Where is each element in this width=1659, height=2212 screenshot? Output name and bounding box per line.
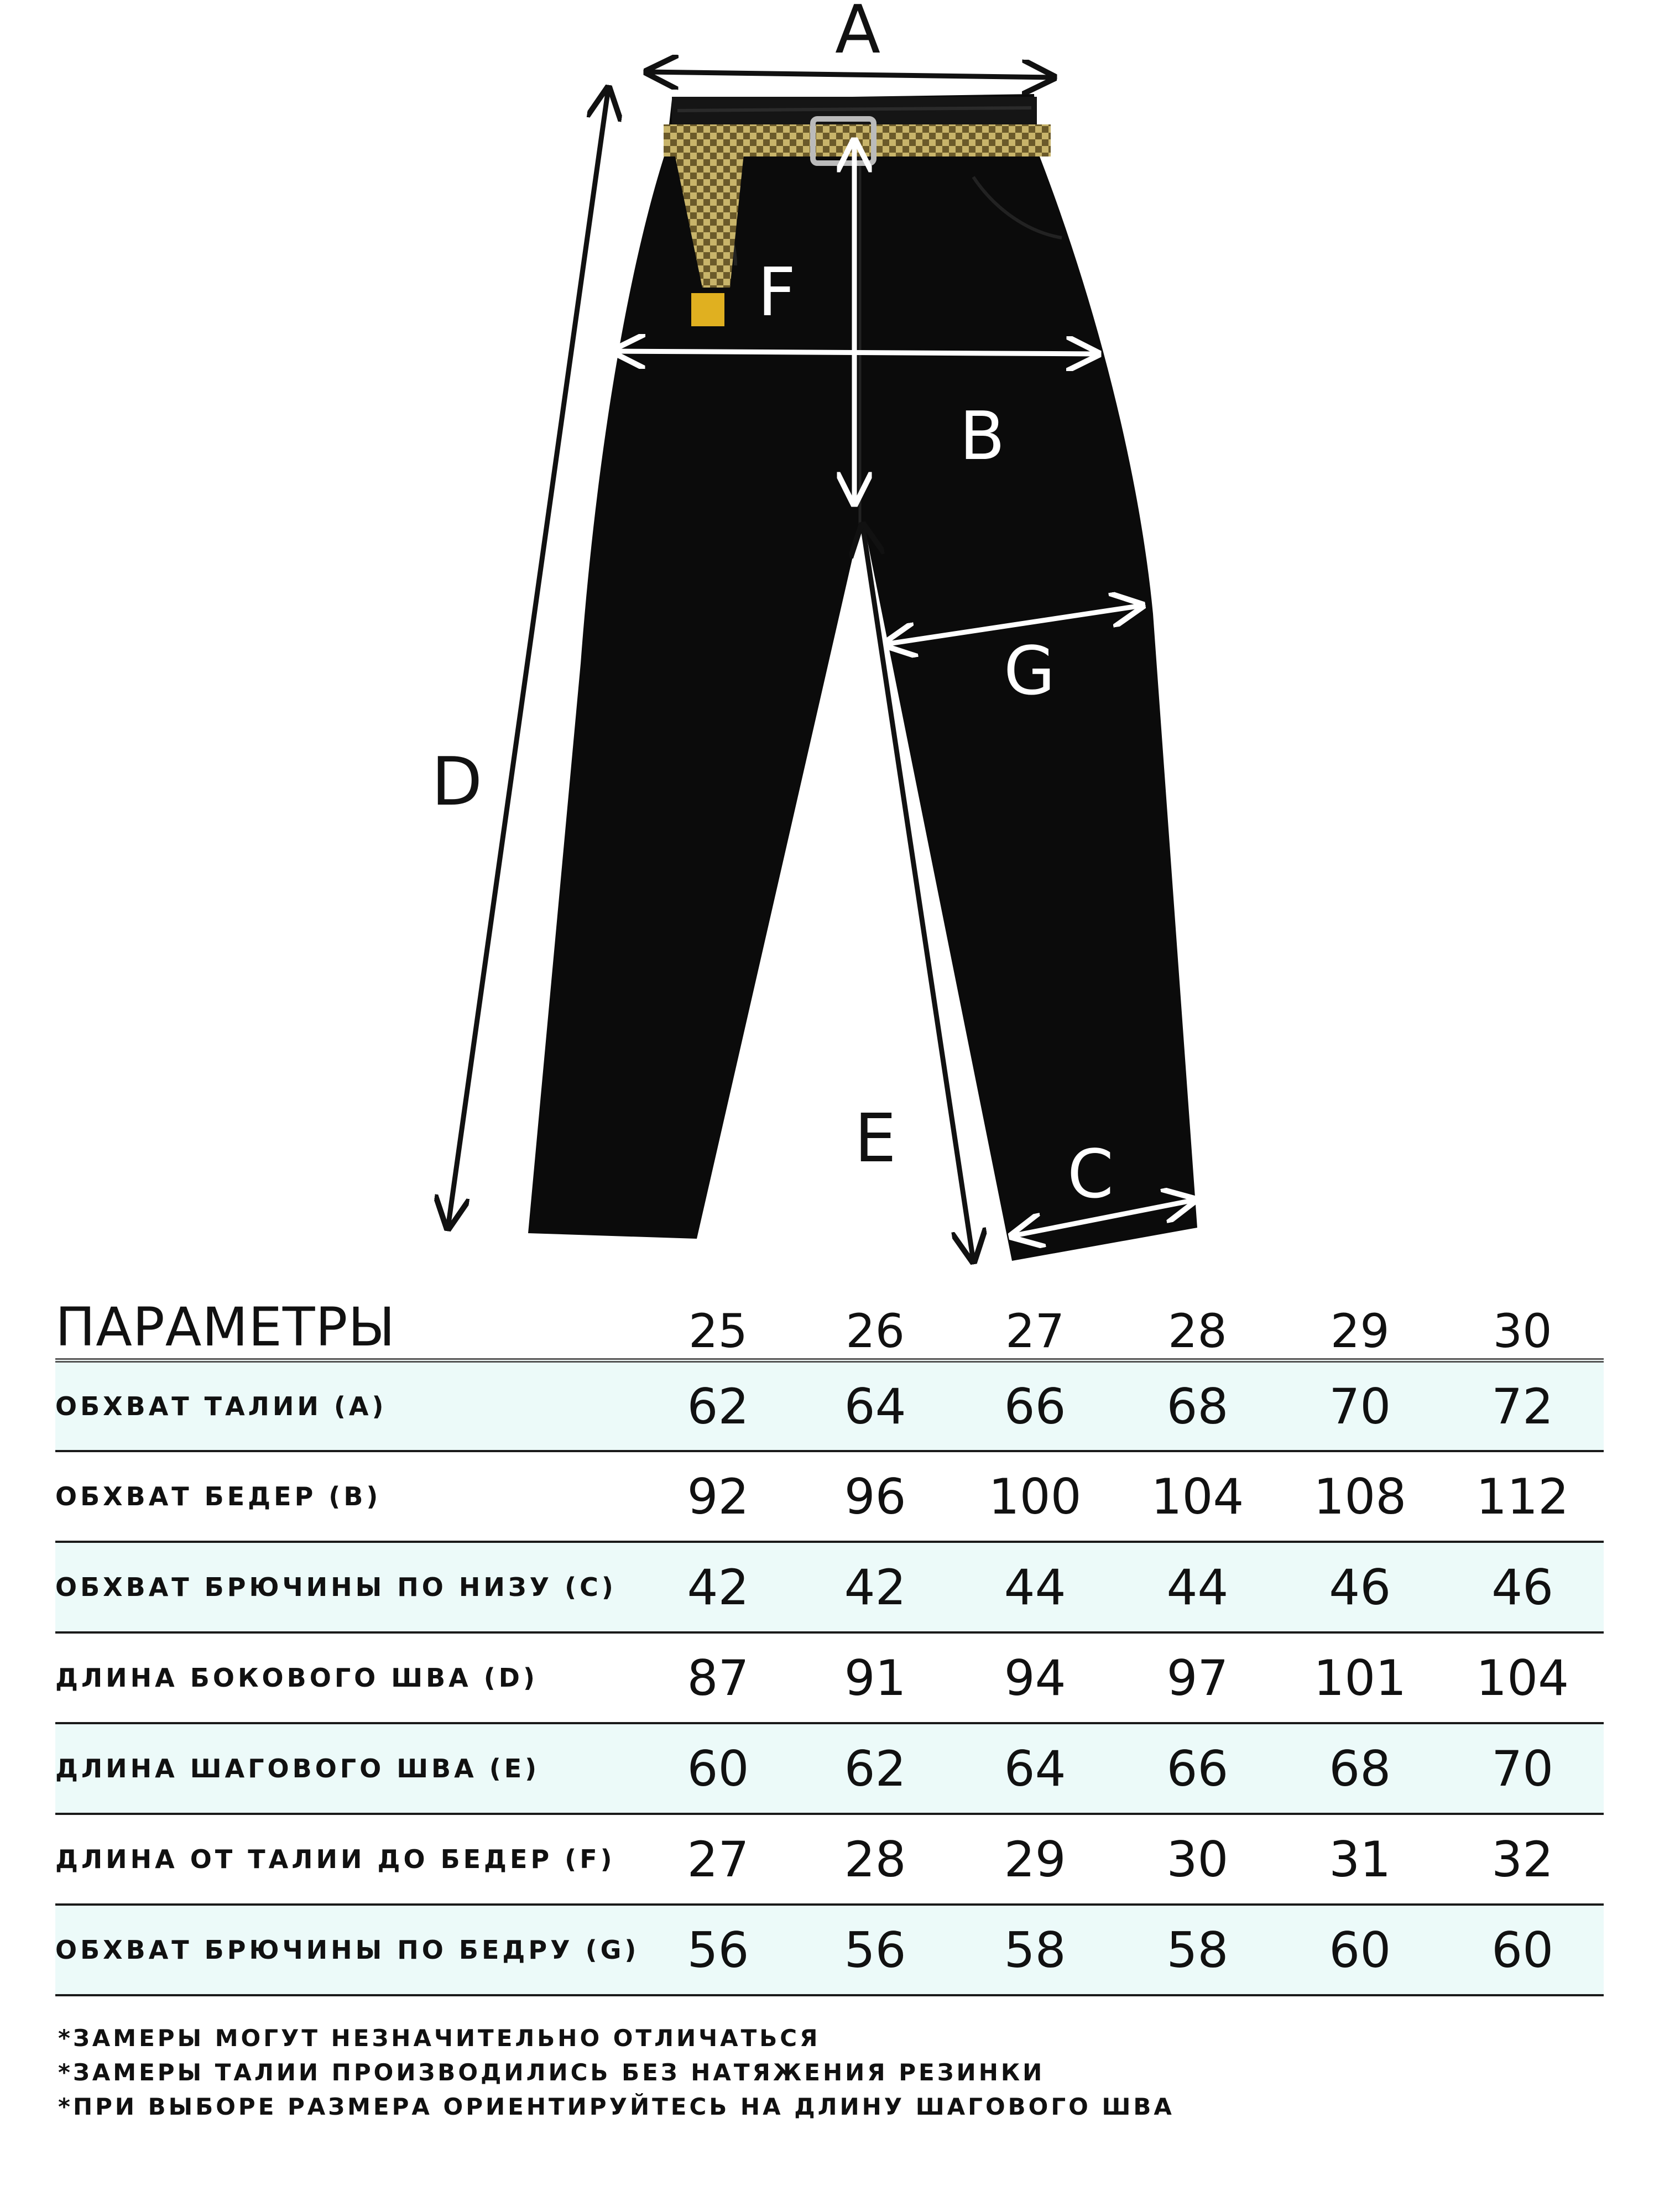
pants-body: [528, 94, 1197, 1261]
table-cell: 60: [687, 1740, 749, 1797]
table-cell: 104: [1151, 1468, 1244, 1525]
size-header: 29: [1279, 1272, 1441, 1360]
footnote: *ПРИ ВЫБОРЕ РАЗМЕРА ОРИЕНТИРУЙТЕСЬ НА ДЛИНУ ШАГОВОГО ШВА: [58, 2093, 1175, 2120]
table-cell: 44: [1166, 1558, 1229, 1616]
table-cell: 96: [844, 1468, 906, 1525]
table-cell: 62: [844, 1740, 906, 1797]
label-b: B: [959, 398, 1005, 475]
size-header: 30: [1441, 1272, 1604, 1360]
table-cell: 72: [1491, 1378, 1554, 1435]
table-cell: 58: [1004, 1921, 1066, 1979]
table-cell: 29: [1004, 1830, 1066, 1888]
label-a: A: [835, 0, 881, 69]
table-row: [55, 1905, 1604, 1995]
table-cell: 58: [1166, 1921, 1229, 1979]
table-cell: 66: [1004, 1378, 1066, 1435]
buckle-icon: [691, 293, 724, 326]
table-cell: 27: [687, 1830, 749, 1888]
label-e: E: [854, 1100, 896, 1177]
table-cell: 91: [844, 1649, 906, 1707]
table-cell: 42: [844, 1558, 906, 1616]
table-cell: 100: [988, 1468, 1082, 1525]
table-cell: 108: [1313, 1468, 1407, 1525]
table-cell: 31: [1329, 1830, 1391, 1888]
table-cell: 97: [1166, 1649, 1229, 1707]
size-chart-table: [55, 1272, 1604, 1996]
row-label: ОБХВАТ БЕДЕР (B): [55, 1481, 382, 1511]
size-header: 25: [639, 1272, 796, 1360]
size-header: 28: [1117, 1272, 1279, 1360]
footnote: *ЗАМЕРЫ МОГУТ НЕЗНАЧИТЕЛЬНО ОТЛИЧАТЬСЯ: [58, 2025, 821, 2052]
row-label: ОБХВАТ БРЮЧИНЫ ПО БЕДРУ (G): [55, 1935, 640, 1965]
table-cell: 87: [687, 1649, 749, 1707]
table-cell: 32: [1491, 1830, 1554, 1888]
table-cell: 42: [687, 1558, 749, 1616]
table-row: [55, 1723, 1604, 1814]
table-cell: 56: [844, 1921, 906, 1979]
table-cell: 64: [1004, 1740, 1066, 1797]
size-header: 27: [954, 1272, 1117, 1360]
footnotes: [58, 2021, 1606, 2124]
table-cell: 94: [1004, 1649, 1066, 1707]
table-cell: 101: [1313, 1649, 1407, 1707]
pants-illustration: [528, 94, 1197, 1261]
label-f: F: [758, 254, 796, 331]
table-cell: 70: [1329, 1378, 1391, 1435]
row-label: ОБХВАТ ТАЛИИ (A): [55, 1391, 387, 1421]
label-d: D: [431, 744, 483, 821]
table-row: [55, 1451, 1604, 1542]
table-cell: 70: [1491, 1740, 1554, 1797]
table-cell: 44: [1004, 1558, 1066, 1616]
row-label: ДЛИНА ОТ ТАЛИИ ДО БЕДЕР (F): [55, 1844, 615, 1874]
table-cell: 60: [1491, 1921, 1554, 1979]
table-row: [55, 1814, 1604, 1905]
row-label: ДЛИНА ШАГОВОГО ШВА (E): [55, 1754, 540, 1783]
table-cell: 28: [844, 1830, 906, 1888]
row-label: ДЛИНА БОКОВОГО ШВА (D): [55, 1663, 538, 1693]
table-cell: 64: [844, 1378, 906, 1435]
footnote: *ЗАМЕРЫ ТАЛИИ ПРОИЗВОДИЛИСЬ БЕЗ НАТЯЖЕНИЯ РЕЗИНКИ: [58, 2059, 1045, 2086]
table-cell: 56: [687, 1921, 749, 1979]
table-row: [55, 1360, 1604, 1451]
table-cell: 68: [1166, 1378, 1229, 1435]
table-cell: 68: [1329, 1740, 1391, 1797]
table-cell: 46: [1491, 1558, 1554, 1616]
row-label: ОБХВАТ БРЮЧИНЫ ПО НИЗУ (C): [55, 1572, 617, 1602]
table-cell: 62: [687, 1378, 749, 1435]
table-row: [55, 1632, 1604, 1723]
table-row: [55, 1542, 1604, 1632]
size-header: 26: [797, 1272, 954, 1360]
label-c: C: [1067, 1136, 1114, 1213]
label-g: G: [1004, 633, 1055, 710]
table-cell: 92: [687, 1468, 749, 1525]
table-title: ПАРАМЕТРЫ: [55, 1272, 639, 1360]
table-cell: 60: [1329, 1921, 1391, 1979]
arrow-a: [647, 72, 1053, 77]
table-cell: 66: [1166, 1740, 1229, 1797]
table-cell: 104: [1476, 1649, 1569, 1707]
table-cell: 30: [1166, 1830, 1229, 1888]
table-header-row: [55, 1272, 1604, 1360]
table-cell: 112: [1476, 1468, 1569, 1525]
table-cell: 46: [1329, 1558, 1391, 1616]
